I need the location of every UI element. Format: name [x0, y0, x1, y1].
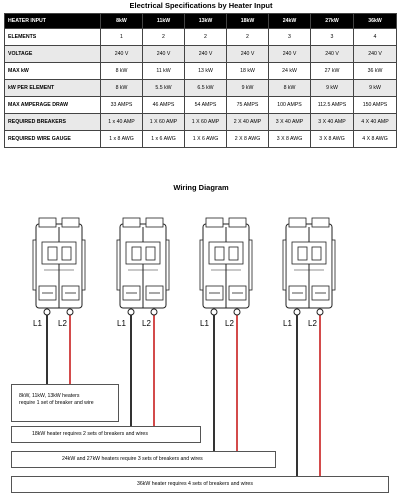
table-cell: 2 — [143, 29, 185, 46]
wire-terminal-ring — [151, 309, 157, 315]
breaker-toggle — [215, 247, 224, 260]
row-label: ELEMENTS — [5, 29, 101, 46]
terminal-screw-top — [229, 218, 246, 227]
table-cell: 240 V — [143, 46, 185, 63]
terminal-label-l2: L2 — [142, 319, 151, 328]
header-cell: 8kW — [101, 14, 143, 29]
note-line: require 1 set of breaker and wire — [19, 400, 94, 406]
breaker-side-clip — [200, 240, 203, 290]
table-cell: 5.5 kW — [143, 80, 185, 97]
note-two-sets — [11, 426, 201, 443]
table-cell: 2 X 8 AWG — [227, 131, 269, 148]
terminal-label-l1: L1 — [117, 319, 126, 328]
table-cell: 1 x 40 AMP — [101, 114, 143, 131]
breaker — [117, 218, 169, 308]
wire-terminal-ring — [234, 309, 240, 315]
table-cell: 24 kW — [269, 63, 311, 80]
table-cell: 240 V — [311, 46, 354, 63]
table-cell: 1 X 60 AMP — [143, 114, 185, 131]
terminal-label-l2: L2 — [225, 319, 234, 328]
breaker — [200, 218, 252, 308]
table-cell: 150 AMPS — [354, 97, 397, 114]
table-cell: 75 AMPS — [227, 97, 269, 114]
note-three-sets — [11, 451, 276, 468]
table-cell: 3 — [311, 29, 354, 46]
wiring-diagram-title: Wiring Diagram — [173, 183, 229, 192]
table-cell: 4 X 8 AWG — [354, 131, 397, 148]
terminal-label-l1: L1 — [33, 319, 42, 328]
terminal-label-l2: L2 — [308, 319, 317, 328]
spec-table-title: Electrical Specifications by Heater Input — [129, 1, 273, 10]
table-cell: 2 — [227, 29, 269, 46]
table-cell: 8 kW — [269, 80, 311, 97]
terminal-screw-top — [62, 218, 79, 227]
table-cell: 240 V — [227, 46, 269, 63]
header-cell: 11kW — [143, 14, 185, 29]
breaker-side-clip — [332, 240, 335, 290]
header-cell: 18kW — [227, 14, 269, 29]
row-label: MAX AMPERAGE DRAW — [5, 97, 101, 114]
note-line: 8kW, 11kW, 13kW heaters — [19, 393, 80, 399]
breaker — [283, 218, 335, 308]
breaker-side-clip — [249, 240, 252, 290]
terminal-label-l1: L1 — [283, 319, 292, 328]
note-line: 24kW and 27kW heaters require 3 sets of breakers and wires — [62, 456, 203, 462]
table-cell: 27 kW — [311, 63, 354, 80]
table-cell: 112.5 AMPS — [311, 97, 354, 114]
breaker-toggle — [146, 247, 155, 260]
table-cell: 1 — [101, 29, 143, 46]
table-cell: 240 V — [354, 46, 397, 63]
note-four-sets — [11, 476, 389, 493]
note-line: 36kW heater requires 4 sets of breakers and wires — [137, 481, 253, 487]
table-cell: 9 kW — [227, 80, 269, 97]
table-cell: 3 X 40 AMP — [311, 114, 354, 131]
table-cell: 240 V — [101, 46, 143, 63]
table-cell: 8 kW — [101, 63, 143, 80]
row-label: kW PER ELEMENT — [5, 80, 101, 97]
breaker — [33, 218, 85, 308]
table-cell: 2 X 40 AMP — [227, 114, 269, 131]
breaker-side-clip — [33, 240, 36, 290]
table-cell: 240 V — [185, 46, 227, 63]
table-cell: 8 kW — [101, 80, 143, 97]
table-cell: 33 AMPS — [101, 97, 143, 114]
table-cell: 13 kW — [185, 63, 227, 80]
breaker-group — [33, 218, 335, 308]
table-cell: 9 kW — [354, 80, 397, 97]
breaker-side-clip — [82, 240, 85, 290]
table-cell: 100 AMPS — [269, 97, 311, 114]
breaker-toggle — [298, 247, 307, 260]
table-cell: 2 — [185, 29, 227, 46]
terminal-screw-top — [289, 218, 306, 227]
note-one-set — [11, 384, 119, 422]
breaker-toggle — [48, 247, 57, 260]
breaker-toggle — [62, 247, 71, 260]
terminal-screw-top — [123, 218, 140, 227]
table-cell: 9 kW — [311, 80, 354, 97]
table-cell: 240 V — [269, 46, 311, 63]
table-cell: 4 — [354, 29, 397, 46]
terminal-screw-top — [146, 218, 163, 227]
wire-terminal-ring — [211, 309, 217, 315]
table-cell: 1 x 8 AWG — [101, 131, 143, 148]
table-cell: 3 — [269, 29, 311, 46]
table-cell: 54 AMPS — [185, 97, 227, 114]
table-cell: 1 x 6 AWG — [143, 131, 185, 148]
header-cell: 27kW — [311, 14, 354, 29]
table-cell: 18 kW — [227, 63, 269, 80]
terminal-label-l2: L2 — [58, 319, 67, 328]
table-cell: 3 X 40 AMP — [269, 114, 311, 131]
header-cell: 13kW — [185, 14, 227, 29]
row-label: REQUIRED WIRE GAUGE — [5, 131, 101, 148]
header-cell: HEATER INPUT — [5, 14, 101, 29]
table-cell: 6.5 kW — [185, 80, 227, 97]
breaker-toggle — [229, 247, 238, 260]
terminal-screw-top — [312, 218, 329, 227]
table-cell: 11 kW — [143, 63, 185, 80]
breaker-toggle — [312, 247, 321, 260]
breaker-toggle — [132, 247, 141, 260]
table-cell: 3 X 8 AWG — [269, 131, 311, 148]
table-cell: 4 X 40 AMP — [354, 114, 397, 131]
row-label: VOLTAGE — [5, 46, 101, 63]
wire-terminal-ring — [294, 309, 300, 315]
wire-terminal-ring — [128, 309, 134, 315]
terminal-label-l1: L1 — [200, 319, 209, 328]
table-cell: 36 kW — [354, 63, 397, 80]
table-cell: 3 X 8 AWG — [311, 131, 354, 148]
note-line: 18kW heater requires 2 sets of breakers and wires — [32, 431, 148, 437]
terminal-screw-top — [206, 218, 223, 227]
breaker-side-clip — [283, 240, 286, 290]
breaker-side-clip — [166, 240, 169, 290]
wire-terminal-ring — [67, 309, 73, 315]
table-cell: 1 X 6 AWG — [185, 131, 227, 148]
row-label: REQUIRED BREAKERS — [5, 114, 101, 131]
breaker-side-clip — [117, 240, 120, 290]
wire-terminal-ring — [44, 309, 50, 315]
wire-terminal-ring — [317, 309, 323, 315]
table-cell: 46 AMPS — [143, 97, 185, 114]
header-cell: 36kW — [354, 14, 397, 29]
terminal-screw-top — [39, 218, 56, 227]
header-cell: 24kW — [269, 14, 311, 29]
row-label: MAX kW — [5, 63, 101, 80]
table-cell: 1 X 60 AMP — [185, 114, 227, 131]
